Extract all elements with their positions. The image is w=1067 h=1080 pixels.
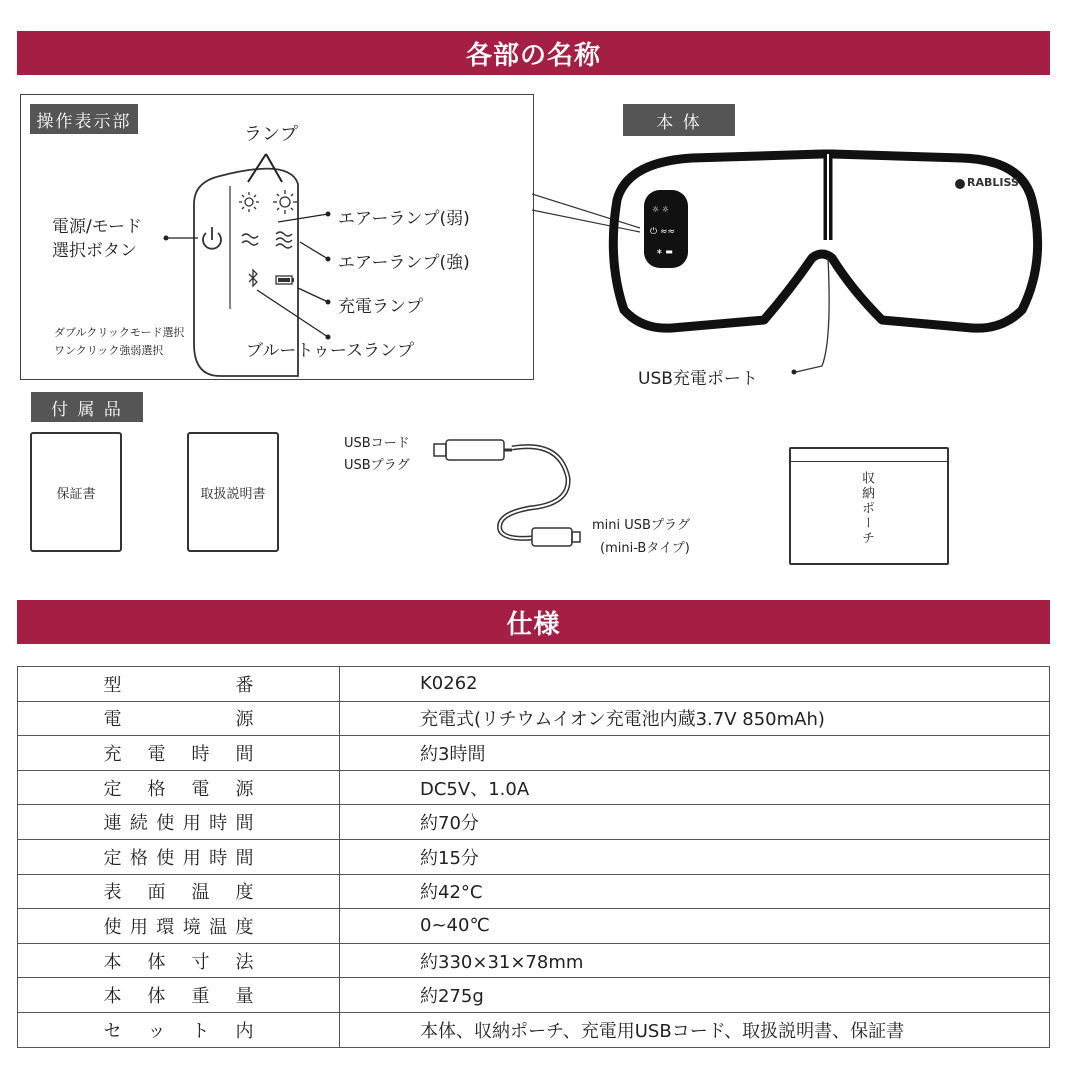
- spec-value: 約42°C: [340, 874, 1050, 909]
- spec-value: 0~40℃: [340, 909, 1050, 944]
- brand-logo-text: RABLISS: [967, 176, 1019, 189]
- air-strong-label: エアーランプ(強): [338, 253, 470, 273]
- power-icon: [203, 227, 221, 249]
- spec-row: [18, 1012, 1050, 1047]
- lamp-label: ランプ: [244, 124, 298, 145]
- spec-key: 本体重量: [103, 986, 254, 1008]
- spec-row: [18, 736, 1050, 771]
- spec-row: [18, 770, 1050, 805]
- spec-key: 連続使用時間: [103, 813, 254, 835]
- air-weak-label: エアーランプ(弱): [338, 209, 470, 229]
- one-click-note: ワンクリック強弱選択: [54, 344, 164, 357]
- pouch-label: 収納ポーチ: [859, 471, 874, 546]
- spec-row: [18, 874, 1050, 909]
- svg-text:⏻ ≈≈: ⏻ ≈≈: [650, 227, 676, 237]
- mini-usb-label: mini USBプラグ: [592, 518, 690, 533]
- usb-port-label: USB充電ポート: [638, 369, 758, 389]
- spec-value: 約70分: [340, 805, 1050, 840]
- spec-row: [18, 701, 1050, 736]
- spec-key: 充電時間: [103, 743, 254, 765]
- charge-lamp-label: 充電ランプ: [338, 297, 423, 317]
- battery-icon: [276, 276, 294, 284]
- power-label-line1: 電源/モード: [52, 217, 143, 237]
- double-click-note: ダブルクリックモード選択: [54, 326, 185, 339]
- svg-text:☼ ☼: ☼ ☼: [652, 205, 669, 214]
- spec-value: 約275g: [340, 978, 1050, 1013]
- mini-b-type-label: (mini-Bタイプ): [600, 541, 690, 556]
- spec-row: [18, 805, 1050, 840]
- usb-cord-label: USBコード: [344, 436, 410, 451]
- spec-key: 表面温度: [103, 882, 254, 904]
- spec-row: [18, 909, 1050, 944]
- spec-value: 充電式(リチウムイオン充電池内蔵3.7V 850mAh): [340, 701, 1050, 736]
- accessories-tag: 付 属 品: [31, 392, 143, 422]
- lamp-strong-icon: [273, 190, 297, 214]
- spec-key: 使用環境温度: [103, 916, 254, 938]
- spec-row: [18, 839, 1050, 874]
- spec-section-title: 仕様: [17, 600, 1050, 644]
- control-panel-tag: 操作表示部: [30, 104, 138, 134]
- spec-row: [18, 667, 1050, 702]
- spec-table: [17, 666, 1050, 1048]
- storage-pouch: [789, 447, 949, 565]
- spec-value: K0262: [340, 667, 1050, 702]
- spec-value: 約330×31×78mm: [340, 943, 1050, 978]
- spec-value: 約15分: [340, 839, 1050, 874]
- spec-value: 約3時間: [340, 736, 1050, 771]
- spec-row: [18, 978, 1050, 1013]
- parts-section-title: 各部の名称: [17, 31, 1050, 75]
- body-tag: 本 体: [623, 104, 735, 136]
- spec-key: 型番: [103, 674, 254, 696]
- warranty-card: 保証書: [30, 432, 122, 552]
- svg-text:∗ ▬: ∗ ▬: [656, 247, 673, 256]
- spec-value: 本体、収納ポーチ、充電用USBコード、取扱説明書、保証書: [340, 1012, 1050, 1047]
- air-weak-icon: [242, 234, 258, 245]
- spec-key: 本体寸法: [103, 951, 254, 973]
- spec-value: DC5V、1.0A: [340, 770, 1050, 805]
- usb-cable-illustration: [420, 430, 600, 560]
- spec-row: [18, 943, 1050, 978]
- manual-booklet: 取扱説明書: [187, 432, 279, 552]
- spec-key: 電源: [103, 709, 254, 731]
- usb-plug-label: USBプラグ: [344, 458, 410, 473]
- bluetooth-lamp-label: ブルートゥースランプ: [246, 341, 415, 361]
- bluetooth-icon: [249, 270, 257, 286]
- spec-key: 定格電源: [103, 778, 254, 800]
- spec-key: セット内: [103, 1020, 254, 1042]
- spec-key: 定格使用時間: [103, 847, 254, 869]
- power-label-line2: 選択ボタン: [52, 241, 137, 261]
- air-strong-icon: [276, 232, 292, 248]
- lamp-weak-icon: [239, 192, 259, 212]
